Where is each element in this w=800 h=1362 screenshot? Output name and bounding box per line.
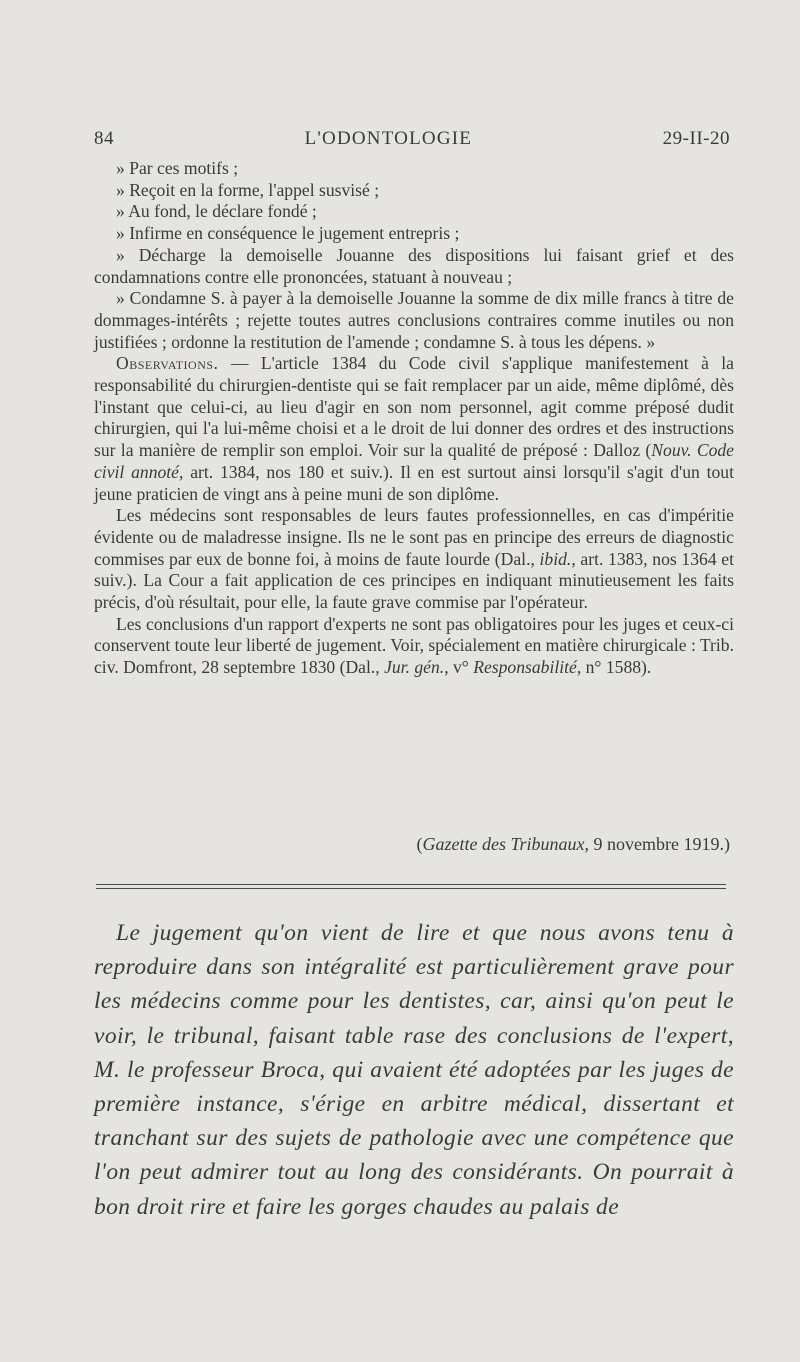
paragraph: » Par ces motifs ; <box>116 158 239 178</box>
citation-title: Nouv. Code civil annoté <box>94 440 734 482</box>
paragraph: » Au fond, le déclare fondé ; <box>116 201 317 222</box>
paragraph: » Décharge la demoiselle Jouanne des dispositions lui faisant grief et des condamnations contre elle prononcées, statuant à nouveau ; <box>94 244 734 287</box>
commentary-paragraph: Le jugement qu'on vient de lire et que nous avons tenu à reproduire dans son intégralité est particulièrement grave pour les médecins comme pour les dentistes, car, ainsi qu'on peut le voir, le tribunal, faisant table rase des conclusions de l'expert, M. le professeur Broca, qui avaient été adoptées par les juges de première instance, s'érige en arbitre médical, dissertant et tranchant sur des sujets de pathologie avec une compétence que l'on peut admirer tout au long des considérants. On pourrait à bon droit rire et faire les gorges chaudes au palais de <box>94 920 734 1220</box>
source-name: Gazette des Tribunaux <box>422 834 585 854</box>
observations-paragraph: Observations. — L'article 1384 du Code civil s'applique manifestement à la responsabilité du chirurgien-dentiste qui se fait remplacer par un aide, même diplômé, dès l'instant que celui-ci, au lieu d'agir en son nom personnel, agit comme préposé dudit chirurgien, qui l'a lui-même choisi et a le droit de lui donner des ordres et des instructions sur la manière de remplir son emploi. Voir sur la qualité de préposé : Dalloz (Nouv. Code civil annoté, art. 1384, nos 180 et suiv.). Il en est surtout ainsi lorsqu'il s'agit d'un tout jeune praticien de vingt ans à peine muni de son diplôme. <box>94 353 734 504</box>
paragraph: » Condamne S. à payer à la demoiselle Jouanne la somme de dix mille francs à titre de dommages-intérêts ; rejette toutes autres conclusions contraires comme inutiles ou non justifiées ; ordonne la restitution de l'amende ; condamne S. à tous les dépens. » <box>94 288 734 352</box>
source-citation: (Gazette des Tribunaux, 9 novembre 1919.) <box>416 834 730 854</box>
divider-line <box>96 884 726 885</box>
running-head <box>94 128 730 150</box>
judgment-text <box>94 158 734 679</box>
section-divider <box>96 884 726 889</box>
issue-date: 29-II-20 <box>662 128 730 149</box>
editorial-commentary <box>94 916 734 1224</box>
journal-title: L'ODONTOLOGIE <box>304 128 473 149</box>
page-number: 84 <box>94 128 114 149</box>
paragraph: » Reçoit en la forme, l'appel susvisé ; <box>116 179 380 200</box>
divider-line <box>96 888 726 889</box>
paragraph: Les conclusions d'un rapport d'experts ne sont pas obligatoires pour les juges et ceux-ci conservent toute leur liberté de jugement. Voir, spécialement en matière chirurgicale : Trib. civ. Domfront, 28 septembre 1830 (Dal., Jur. gén., v° Responsabilité, n° 1588). <box>94 613 734 678</box>
observations-label: Observations. <box>116 353 219 374</box>
paragraph: Les médecins sont responsables de leurs fautes professionnelles, en cas d'impéritie évidente ou de maladresse insigne. Ils ne le sont pas en principe des erreurs de diagnostic commises par eux de bonne foi, à moins de faute lourde (Dal., ibid., art. 1383, nos 1364 et suiv.). La Cour a fait application de ces principes en indiquant minutieusement les faits précis, d'où résultait, pour elle, la faute grave commise par l'opérateur. <box>94 505 734 613</box>
paragraph: » Infirme en conséquence le jugement entrepris ; <box>116 223 460 244</box>
